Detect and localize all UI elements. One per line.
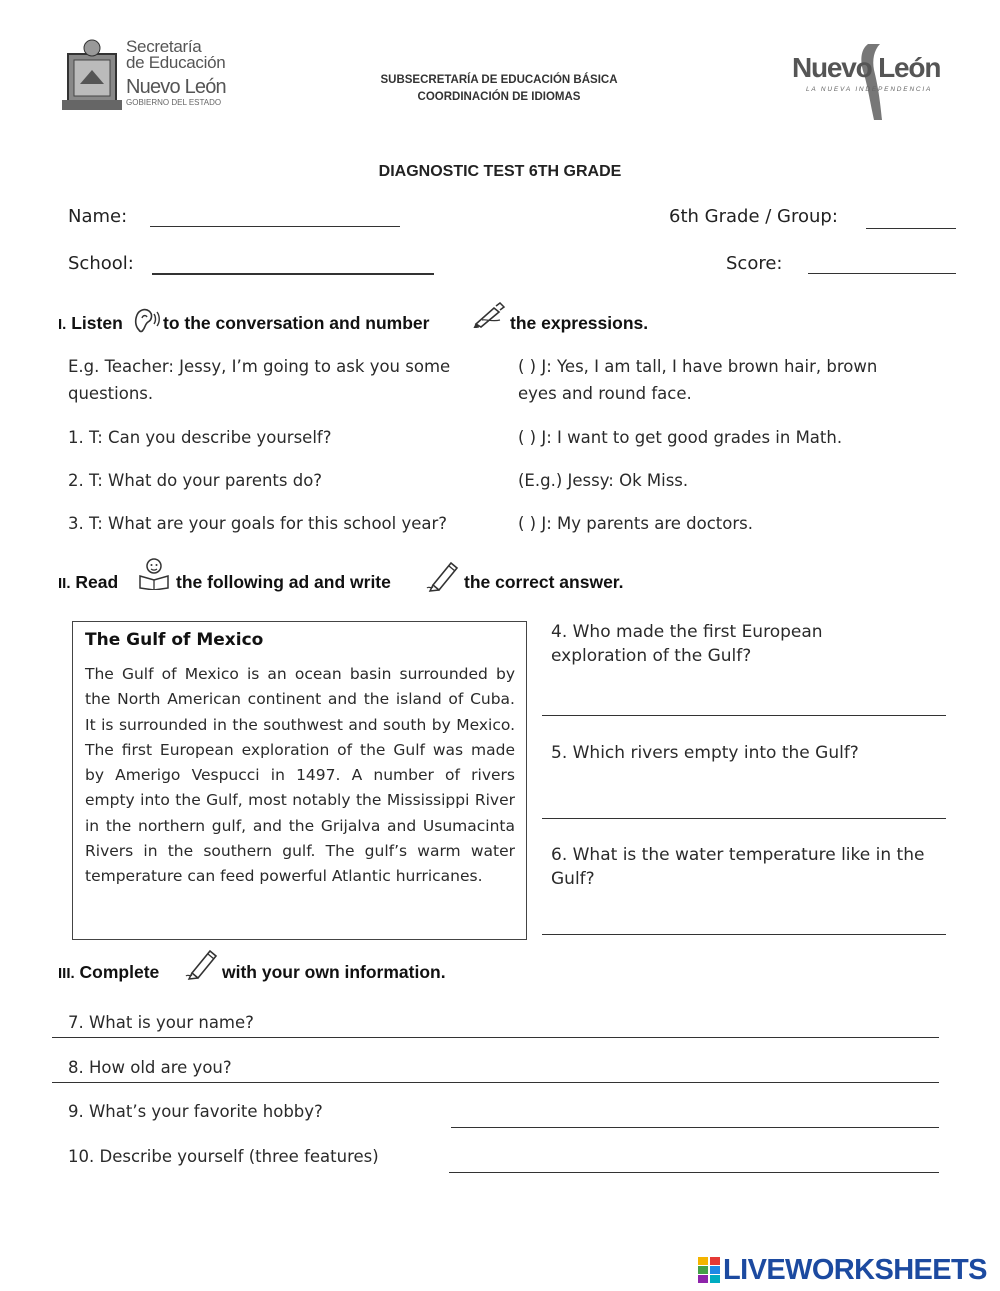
grade-label: 6th Grade / Group:: [669, 206, 838, 227]
answer-5-line[interactable]: [542, 792, 946, 819]
score-label: Score:: [726, 253, 783, 274]
liveworksheets-icon: [698, 1257, 720, 1283]
school-label: School:: [68, 253, 134, 274]
answer-7-line[interactable]: [52, 1013, 939, 1038]
question-5: 5. Which rivers empty into the Gulf?: [551, 743, 859, 763]
answer-6-line[interactable]: [542, 908, 946, 935]
name-field[interactable]: [150, 204, 400, 227]
reading-text: The Gulf of Mexico is an ocean basin surrounded by the North American continent and the island of Cuba. It is surrounded in the southwest and south by Mexico. The first European exploration of the Gulf was made by Amerigo Vespucci in 1497. A number of rivers empty into the Gulf, most notably the Mississippi River in the northern gulf, and the Grijalva and Usumacinta Rivers in the southern gulf. The gulf’s warm water temperature can feed powerful Atlantic hurricanes.: [85, 665, 515, 886]
nuevo-leon-logo: Nuevo León LA NUEVA INDEPENDENCIA: [790, 40, 945, 125]
section-2-end: the correct answer.: [464, 572, 624, 592]
answer-10-line[interactable]: [449, 1148, 939, 1173]
header-center: [340, 72, 658, 106]
liveworksheets-text: LIVEWORKSHEETS: [723, 1254, 987, 1286]
section-1-heading: I. Listen: [58, 313, 123, 333]
section-3-end: with your own information.: [222, 962, 446, 982]
s3-item-9: 9. What’s your favorite hobby?: [68, 1102, 323, 1121]
s1-right-item-d[interactable]: ( ) J: My parents are doctors.: [518, 514, 753, 533]
question-6: 6. What is the water temperature like in the Gulf?: [551, 845, 925, 889]
liveworksheets-logo[interactable]: [698, 1254, 994, 1286]
group-field[interactable]: [866, 204, 956, 229]
pencil-icon: [426, 558, 460, 592]
s3-item-10: 10. Describe yourself (three features): [68, 1147, 379, 1166]
name-label: Name:: [68, 206, 128, 227]
reading-book-icon: [137, 556, 171, 590]
s1-right-item-a[interactable]: ( ) J: Yes, I am tall, I have brown hair, brown eyes and round face.: [518, 357, 878, 403]
ear-icon: [131, 306, 161, 334]
reading-title: The Gulf of Mexico: [85, 630, 264, 650]
coordinacion-text: COORDINACIÓN DE IDIOMAS: [417, 91, 581, 103]
reading-box: [72, 621, 527, 940]
school-field[interactable]: [152, 251, 434, 275]
question-4: 4. Who made the first European exploration of the Gulf?: [551, 622, 823, 666]
section-2-heading: II. Read: [58, 572, 119, 592]
s1-left-item-3: 3. T: What are your goals for this school year?: [68, 514, 448, 533]
page-title: DIAGNOSTIC TEST 6TH GRADE: [378, 163, 622, 180]
section-1-end: the expressions.: [510, 313, 649, 333]
section-1-mid: to the conversation and number: [163, 313, 430, 333]
s1-right-item-b[interactable]: ( ) J: I want to get good grades in Math.: [518, 428, 843, 447]
s3-item-8: 8. How old are you?: [68, 1058, 232, 1077]
s1-left-item-eg: E.g. Teacher: Jessy, I’m going to ask you some questions.: [68, 357, 451, 403]
s1-left-item-1: 1. T: Can you describe yourself?: [68, 428, 332, 447]
section-3-heading: III. Complete: [58, 962, 160, 982]
subsecretaria-text: SUBSECRETARÍA DE EDUCACIÓN BÁSICA: [380, 74, 618, 86]
answer-9-line[interactable]: [451, 1103, 939, 1128]
pen-writing-icon: [472, 302, 506, 328]
s3-item-7: 7. What is your name?: [68, 1013, 254, 1032]
sep-logo: Secretaría de Educación Nuevo León GOBIERNO DEL ESTADO: [60, 34, 245, 114]
s1-right-item-c: (E.g.) Jessy: Ok Miss.: [518, 471, 689, 490]
section-2-mid: the following ad and write: [176, 572, 391, 592]
answer-4-line[interactable]: [542, 690, 946, 716]
score-field[interactable]: [808, 251, 956, 274]
s1-left-item-2: 2. T: What do your parents do?: [68, 471, 323, 490]
answer-8-line[interactable]: [52, 1058, 939, 1083]
pencil-icon-2: [185, 946, 219, 980]
